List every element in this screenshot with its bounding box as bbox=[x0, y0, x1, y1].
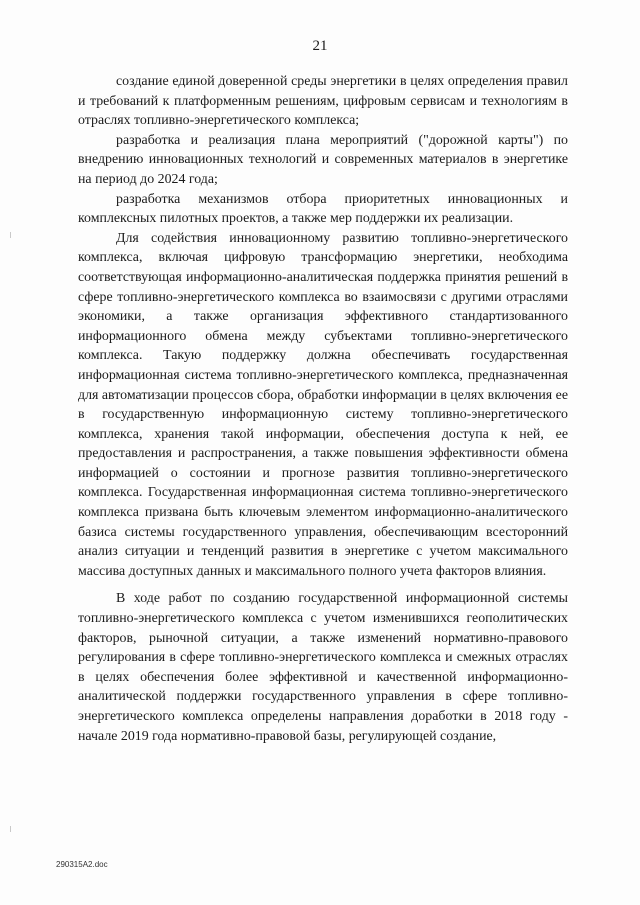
paragraph: создание единой доверенной среды энергетики в целях определения правил и требований к платформенным решениям, цифровым сервисам и технологиям в отраслях топливно-энергетического комплекса; bbox=[78, 74, 568, 129]
file-name-footer: 290315A2.doc bbox=[56, 860, 108, 869]
paragraph: разработка и реализация плана мероприятий ("дорожной карты") по внедрению инновационных технологий и современных материалов в энергетике на период до 2024 года; bbox=[78, 132, 568, 187]
paragraph: В ходе работ по созданию государственной информационной системы топливно-энергетического комплекса с учетом изменившихся геополитических факторов, рыночной ситуации, а также изменений нормативно-правового регулирования в сфере топливно-энергетического комплекса и смежных отраслях в целях обеспечения более эффективной и качественной информационно-аналитической поддержки государственного управления в сфере топливно-энергетического комплекса определены направления доработки в 2018 году - начале 2019 года нормативно-правовой базы, регулирующей создание, bbox=[78, 591, 568, 744]
paragraph: Для содействия инновационному развитию топливно-энергетического комплекса, включая цифровую трансформацию энергетики, необходима соответствующая информационно-аналитическая поддержка принятия решений в сфере топливно-энергетического комплекса во взаимосвязи с другими отраслями экономики, а также организация эффективного стандартизованного информационного обмена между субъектами топливно-энергетического комплекса. Такую поддержку должна обеспечивать государственная информационная система топливно-энергетического комплекса, предназначенная для автоматизации процессов сбора, обработки информации в целях включения ее в государственную информационную систему топливно-энергетического комплекса, хранения такой информации, обеспечения доступа к ней, ее предоставления и распространения, а также повышения эффективности обмена информацией о состоянии и прогнозе развития топливно-энергетического комплекса. Государственная информационная система топливно-энергетического комплекса призвана быть ключевым элементом информационно-аналитического базиса системы государственного управления, обеспечивающим всесторонний анализ ситуации и тенденций развития в энергетике с учетом максимального массива доступных данных и максимального полного учета факторов влияния. bbox=[78, 230, 568, 579]
body-text bbox=[78, 72, 568, 746]
paragraph: разработка механизмов отбора приоритетных инновационных и комплексных пилотных проектов, а также мер поддержки их реализации. bbox=[78, 191, 568, 227]
page-number: 21 bbox=[312, 38, 328, 54]
scan-mark bbox=[10, 826, 11, 832]
scan-mark bbox=[10, 232, 11, 238]
